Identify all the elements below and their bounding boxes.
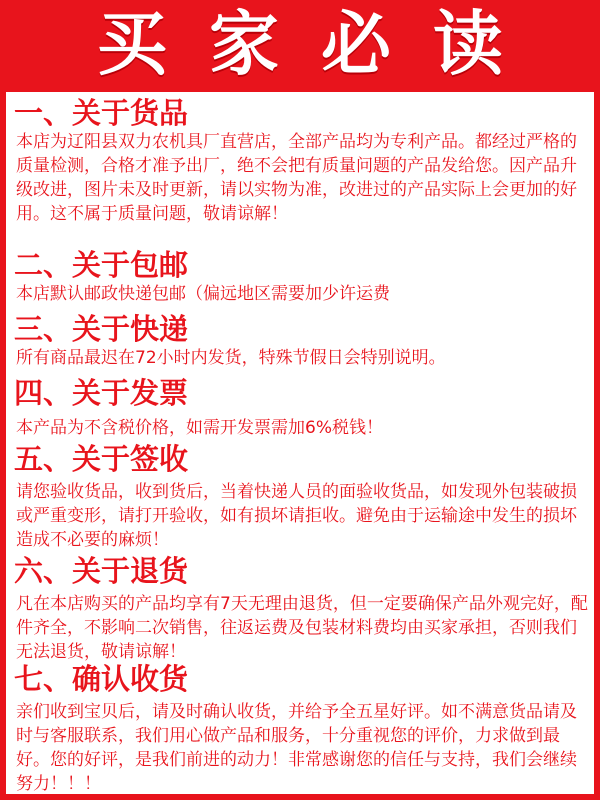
section-heading: 一、关于货品 (14, 96, 189, 130)
section-returns (6, 554, 594, 664)
section-body: 本店默认邮政快递包邮（偏远地区需要加少许运费 (16, 284, 390, 304)
section-shipping-free (6, 248, 594, 306)
header-banner (0, 0, 600, 88)
section-heading: 五、关于签收 (14, 442, 189, 476)
section-invoice (6, 376, 594, 440)
section-body: 本产品为不含税价格，如需开发票需加6%税钱！ (16, 418, 383, 438)
section-body: 所有商品最迟在72小时内发货，特殊节假日会特别说明。 (16, 348, 446, 368)
notice-panel (6, 92, 594, 794)
section-receipt (6, 442, 594, 552)
banner-title: 买家必读 (97, 3, 545, 85)
section-body: 凡在本店购买的产品均享有7天无理由退货，但一定要确保产品外观完好，配件齐全，不影响二次销售，往返运费及包装材料费均由买家承担，否则我们无法退货，敬请谅解！ (16, 594, 588, 662)
section-heading: 六、关于退货 (14, 554, 189, 588)
section-body: 请您验收货品，收到货后，当着快递人员的面验收货品，如发现外包装破损或严重变形，请打开验收，如有损坏请拒收。避免由于运输途中发生的损坏造成不必要的麻烦！ (16, 482, 577, 550)
section-body: 亲们收到宝贝后，请及时确认收货，并给予全五星好评。如不满意货品请及时与客服联系，我们用心做产品和服务，十分重视您的评价，力求做到最好。您的好评，是我们前进的动力！非常感谢您的信任与支持，我们会继续努力！！！ (16, 702, 577, 794)
section-body: 本店为辽阳县双力农机具厂直营店，全部产品均为专利产品。都经过严格的质量检测，合格才准予出厂，绝不会把有质量问题的产品发给您。因产品升级改进，图片未及时更新，请以实物为准，改进过的产品实际上会更加的好用。这不属于质量问题，敬请谅解！ (16, 132, 577, 224)
section-express (6, 312, 594, 370)
section-confirm (6, 662, 594, 794)
section-heading: 四、关于发票 (14, 376, 189, 410)
section-heading: 二、关于包邮 (14, 248, 189, 282)
section-heading: 七、确认收货 (14, 662, 189, 696)
section-heading: 三、关于快递 (14, 312, 189, 346)
section-goods (6, 96, 594, 226)
